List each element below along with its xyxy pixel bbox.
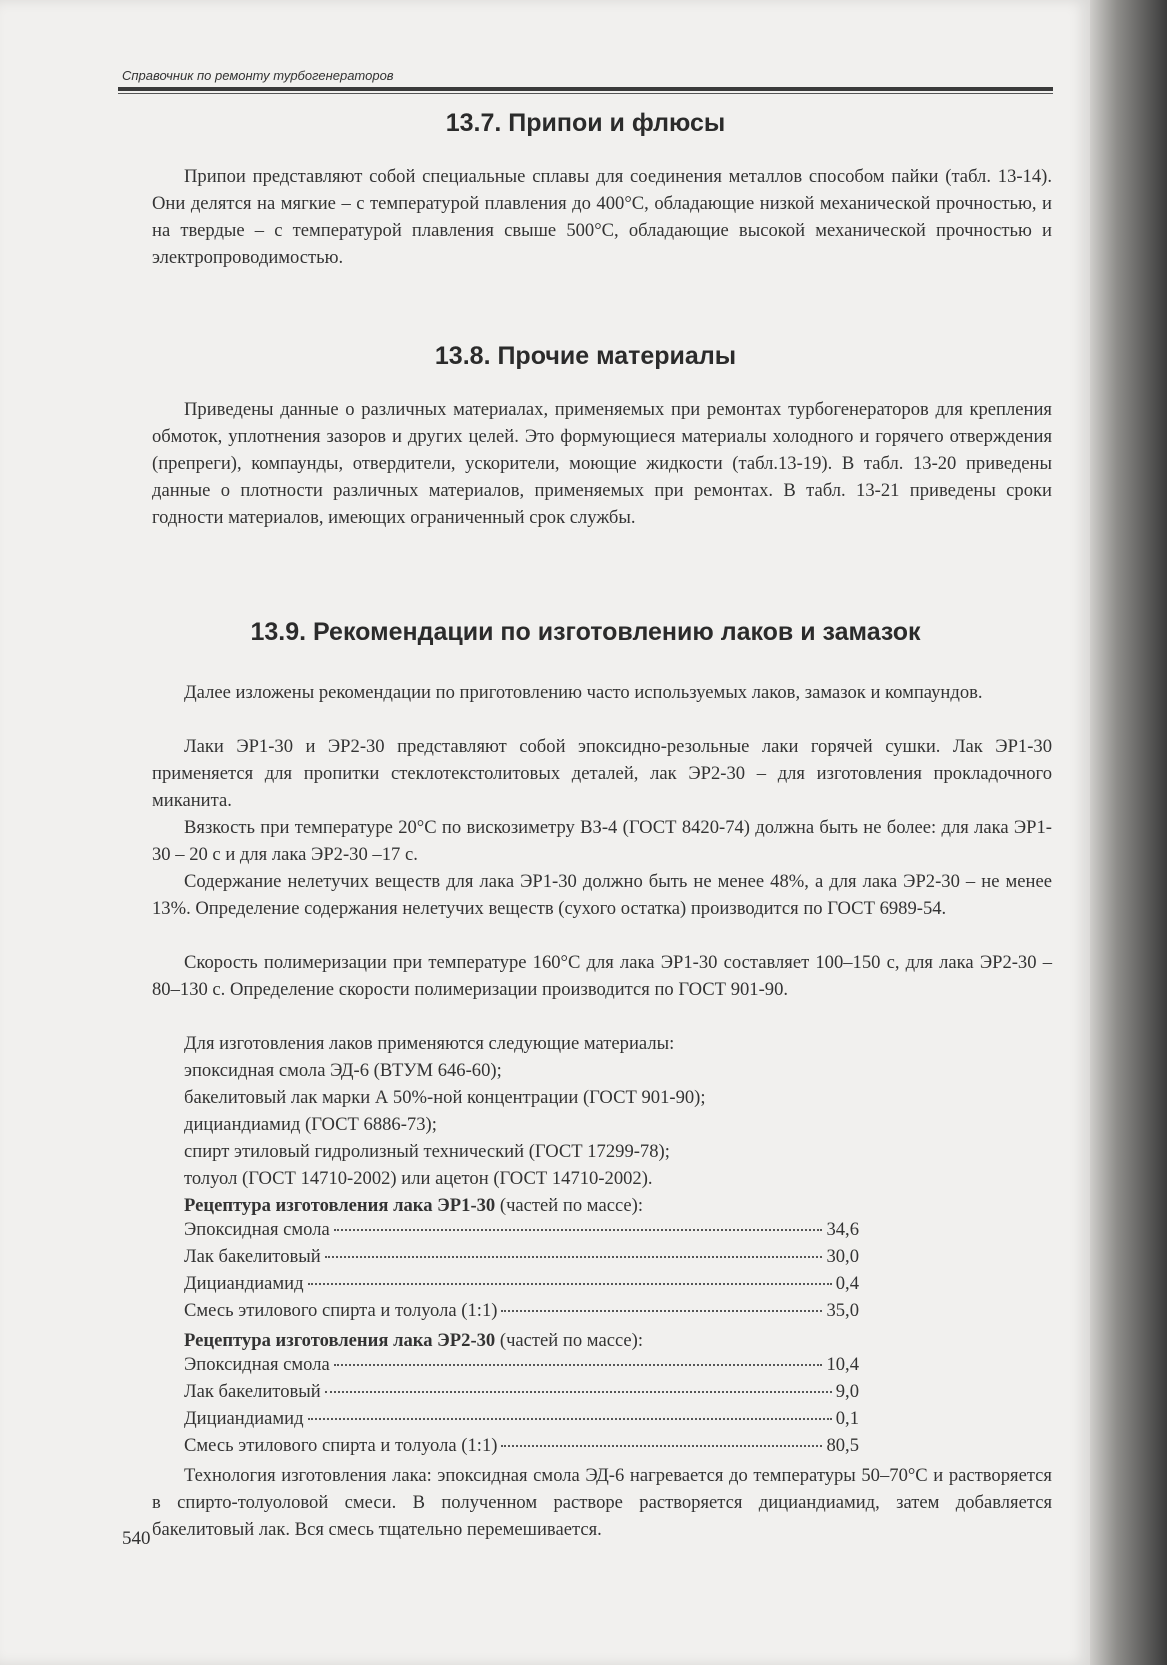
polymerization-paragraph: Скорость полимеризации при температуре 160°С для лака ЭР1-30 составляет 100–150 с, для лака ЭР2-30 – 80–130 с. Определение скорости полимеризации производится по ГОСТ 901-90. [152,952,1052,1000]
ingredient-name: Дициандиамид [184,1273,304,1294]
materials-intro: Для изготовления лаков применяются следующие материалы: [184,1033,675,1054]
section-13-9-title: 13.9. Рекомендации по изготовлению лаков и замазок [250,618,921,646]
recipe-er1-title [184,1192,643,1219]
technology-paragraph: Технология изготовления лака: эпоксидная смола ЭД-6 нагревается до температуры 50–70°С и растворяется в спирто-толуоловой смеси. В полученном растворе растворяется дициандиамид, затем добавляется бакелитовый лак. Вся смесь тщательно перемешивается. [152,1465,1052,1540]
recipe-er2-title-rest: (частей по массе): [495,1330,644,1351]
dot-leader [334,1228,823,1231]
recipe-row [184,1219,859,1246]
ingredient-value: 0,4 [835,1273,859,1294]
section-13-7-paragraph: Припои представляют собой специальные сплавы для соединения металлов способом пайки (табл. 13-14). Они делятся на мягкие – с температурой плавления до 400°С, обладающие низкой механической прочностью, и на твердые – с температурой плавления свыше 500°С, обладающие высокой механической прочностью и электропроводимостью. [152,166,1052,268]
material-item: эпоксидная смола ЭД-6 (ВТУМ 646-60); [184,1060,502,1081]
recipe-er2-title [184,1327,643,1354]
section-13-7-title: 13.7. Припои и флюсы [445,109,726,137]
material-item: бакелитовый лак марки А 50%-ной концентрации (ГОСТ 901-90); [184,1087,706,1108]
material-item: дициандиамид (ГОСТ 6886-73); [184,1114,437,1135]
ingredient-name: Лак бакелитовый [184,1246,321,1267]
dot-leader [308,1417,832,1420]
viscosity-paragraph: Вязкость при температуре 20°С по вискозиметру ВЗ-4 (ГОСТ 8420-74) должна быть не более: для лака ЭР1-30 – 20 с и для лака ЭР2-30 –17 с. [152,817,1052,865]
ingredient-name: Дициандиамид [184,1408,304,1429]
ingredient-value: 0,1 [835,1408,859,1429]
recipe-row [184,1408,859,1435]
recipe-row [184,1246,859,1273]
page-edge-shadow [1090,0,1167,1665]
section-13-8-title: 13.8. Прочие материалы [434,342,737,370]
header-rule-thin [118,93,1053,94]
ingredient-value: 10,4 [826,1354,859,1375]
ingredient-value: 80,5 [826,1435,859,1456]
solids-content-paragraph: Содержание нелетучих веществ для лака ЭР1-30 должно быть не менее 48%, а для лака ЭР2-30 – не менее 13%. Определение содержания нелетучих веществ (сухого остатка) производится по ГОСТ 6989-54. [152,871,1052,919]
ingredient-name: Смесь этилового спирта и толуола (1:1) [184,1435,498,1456]
dot-leader [501,1444,822,1447]
page-number: 540 [122,1528,151,1549]
ingredient-value: 30,0 [826,1246,859,1267]
running-header: Справочник по ремонту турбогенераторов [122,68,394,83]
recipe-row [184,1300,859,1327]
header-rule [118,87,1053,91]
ingredient-name: Лак бакелитовый [184,1381,321,1402]
dot-leader [501,1309,822,1312]
recipe-er1-title-bold: Рецептура изготовления лака ЭР1-30 [184,1195,496,1216]
section-13-9-intro: Далее изложены рекомендации по приготовлению часто используемых лаков, замазок и компаундов. [184,682,983,703]
recipe-row [184,1435,859,1462]
ingredient-value: 9,0 [835,1381,859,1402]
ingredient-name: Смесь этилового спирта и толуола (1:1) [184,1300,498,1321]
lacquer-description: Лаки ЭР1-30 и ЭР2-30 представляют собой эпоксидно-резольные лаки горячей сушки. Лак ЭР1-30 применяется для пропитки стеклотекстолитовых деталей, лак ЭР2-30 – для изготовления прокладочного миканита. [152,736,1052,811]
ingredient-name: Эпоксидная смола [184,1219,330,1240]
ingredient-value: 34,6 [826,1219,859,1240]
section-13-8-paragraph: Приведены данные о различных материалах, применяемых при ремонтах турбогенераторов для крепления обмоток, уплотнения зазоров и других целей. Это формующиеся материалы холодного и горячего отверждения (препреги), компаунды, отвердители, ускорители, моющие жидкости (табл.13-19). В табл. 13-20 приведены данные о плотности различных материалов, применяемых при ремонтах. В табл. 13-21 приведены сроки годности материалов, имеющих ограниченный срок службы. [152,399,1052,528]
recipe-row [184,1273,859,1300]
dot-leader [308,1282,832,1285]
dot-leader [334,1363,823,1366]
recipe-row [184,1354,859,1381]
dot-leader [325,1255,823,1258]
ingredient-value: 35,0 [826,1300,859,1321]
dot-leader [325,1390,832,1393]
recipe-er2-title-bold: Рецептура изготовления лака ЭР2-30 [184,1330,496,1351]
material-item: толуол (ГОСТ 14710-2002) или ацетон (ГОСТ 14710-2002). [184,1168,653,1189]
recipe-row [184,1381,859,1408]
material-item: спирт этиловый гидролизный технический (ГОСТ 17299-78); [184,1141,670,1162]
recipe-er1-title-rest: (частей по массе): [495,1195,644,1216]
ingredient-name: Эпоксидная смола [184,1354,330,1375]
